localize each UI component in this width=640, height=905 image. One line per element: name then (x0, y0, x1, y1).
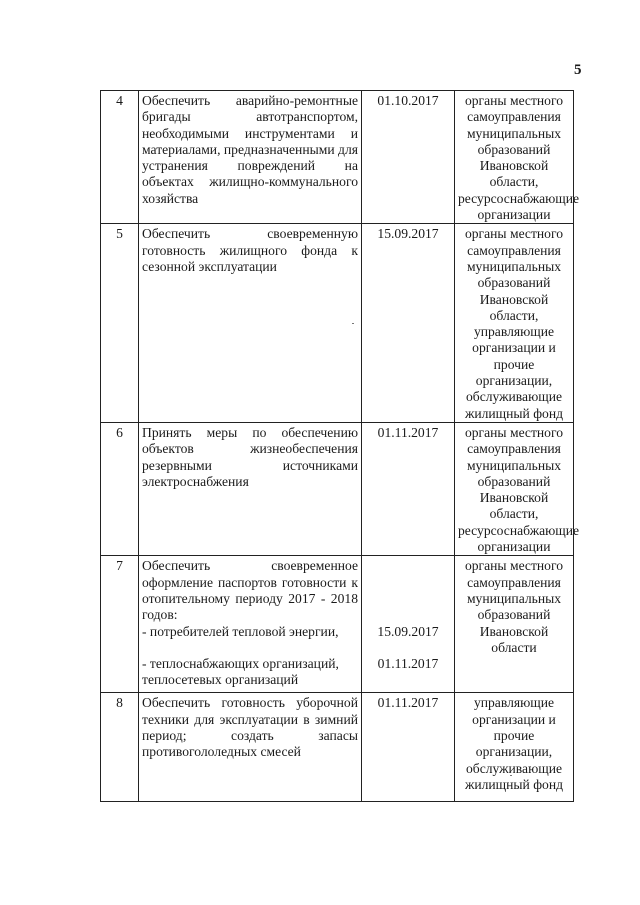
task-subitem: - потребителей тепловой энергии, (142, 623, 339, 639)
deadline-cell (362, 556, 455, 693)
task-text: Обеспечить своевременное оформление паспортов готовности к отопительному периоду 2017 - 2018 годов: (142, 558, 358, 623)
table-row (101, 422, 574, 555)
table-row (101, 556, 574, 693)
responsible: органы местного самоуправления муниципальных образований Ивановской области, управляющие организации и прочие организации, обслуживающие жилищный фонд (455, 224, 574, 423)
deadline: 01.11.2017 (362, 422, 455, 555)
measures-table (100, 90, 580, 802)
responsible: органы местного самоуправления муниципальных образований Ивановской области, ресурсоснабжающие организации (455, 422, 574, 555)
deadline: 01.11.2017 (377, 656, 439, 672)
table-row (101, 693, 574, 802)
task-text: Обеспечить аварийно-ремонтные бригады автотранспортом, необходимыми инструментами и материалами, предназначенными для устранения повреждений на объектах жилищно-коммунального хозяйства (139, 91, 362, 224)
table-row (101, 91, 574, 224)
task-text: Обеспечить готовность уборочной техники для эксплуатации в зимний период; создать запасы противогололедных смесей (139, 693, 362, 802)
row-number: 7 (101, 556, 139, 693)
deadline: 15.09.2017 (377, 623, 439, 639)
deadline: 01.11.2017 (362, 693, 455, 802)
deadline: 01.10.2017 (362, 91, 455, 224)
responsible: органы местного самоуправления муниципальных образований Ивановской области (455, 556, 574, 693)
row-number: 4 (101, 91, 139, 224)
task-text: Обеспечить своевременную готовность жилищного фонда к сезонной эксплуатации (139, 224, 362, 423)
task-cell (139, 556, 362, 693)
task-text: Принять меры по обеспечению объектов жизнеобеспечения резервными источниками электроснабжения (139, 422, 362, 555)
task-subitem: - теплоснабжающих организаций, теплосетевых организаций (142, 656, 339, 688)
page-number: 5 (574, 62, 582, 78)
scan-speck (510, 775, 512, 776)
table-row (101, 224, 574, 423)
scan-speck (352, 323, 354, 324)
row-number: 8 (101, 693, 139, 802)
row-number: 5 (101, 224, 139, 423)
responsible: управляющие организации и прочие организации, обслуживающие жилищный фонд (455, 693, 574, 802)
row-number: 6 (101, 422, 139, 555)
responsible: органы местного самоуправления муниципальных образований Ивановской области, ресурсоснабжающие организации (455, 91, 574, 224)
deadline: 15.09.2017 (362, 224, 455, 423)
